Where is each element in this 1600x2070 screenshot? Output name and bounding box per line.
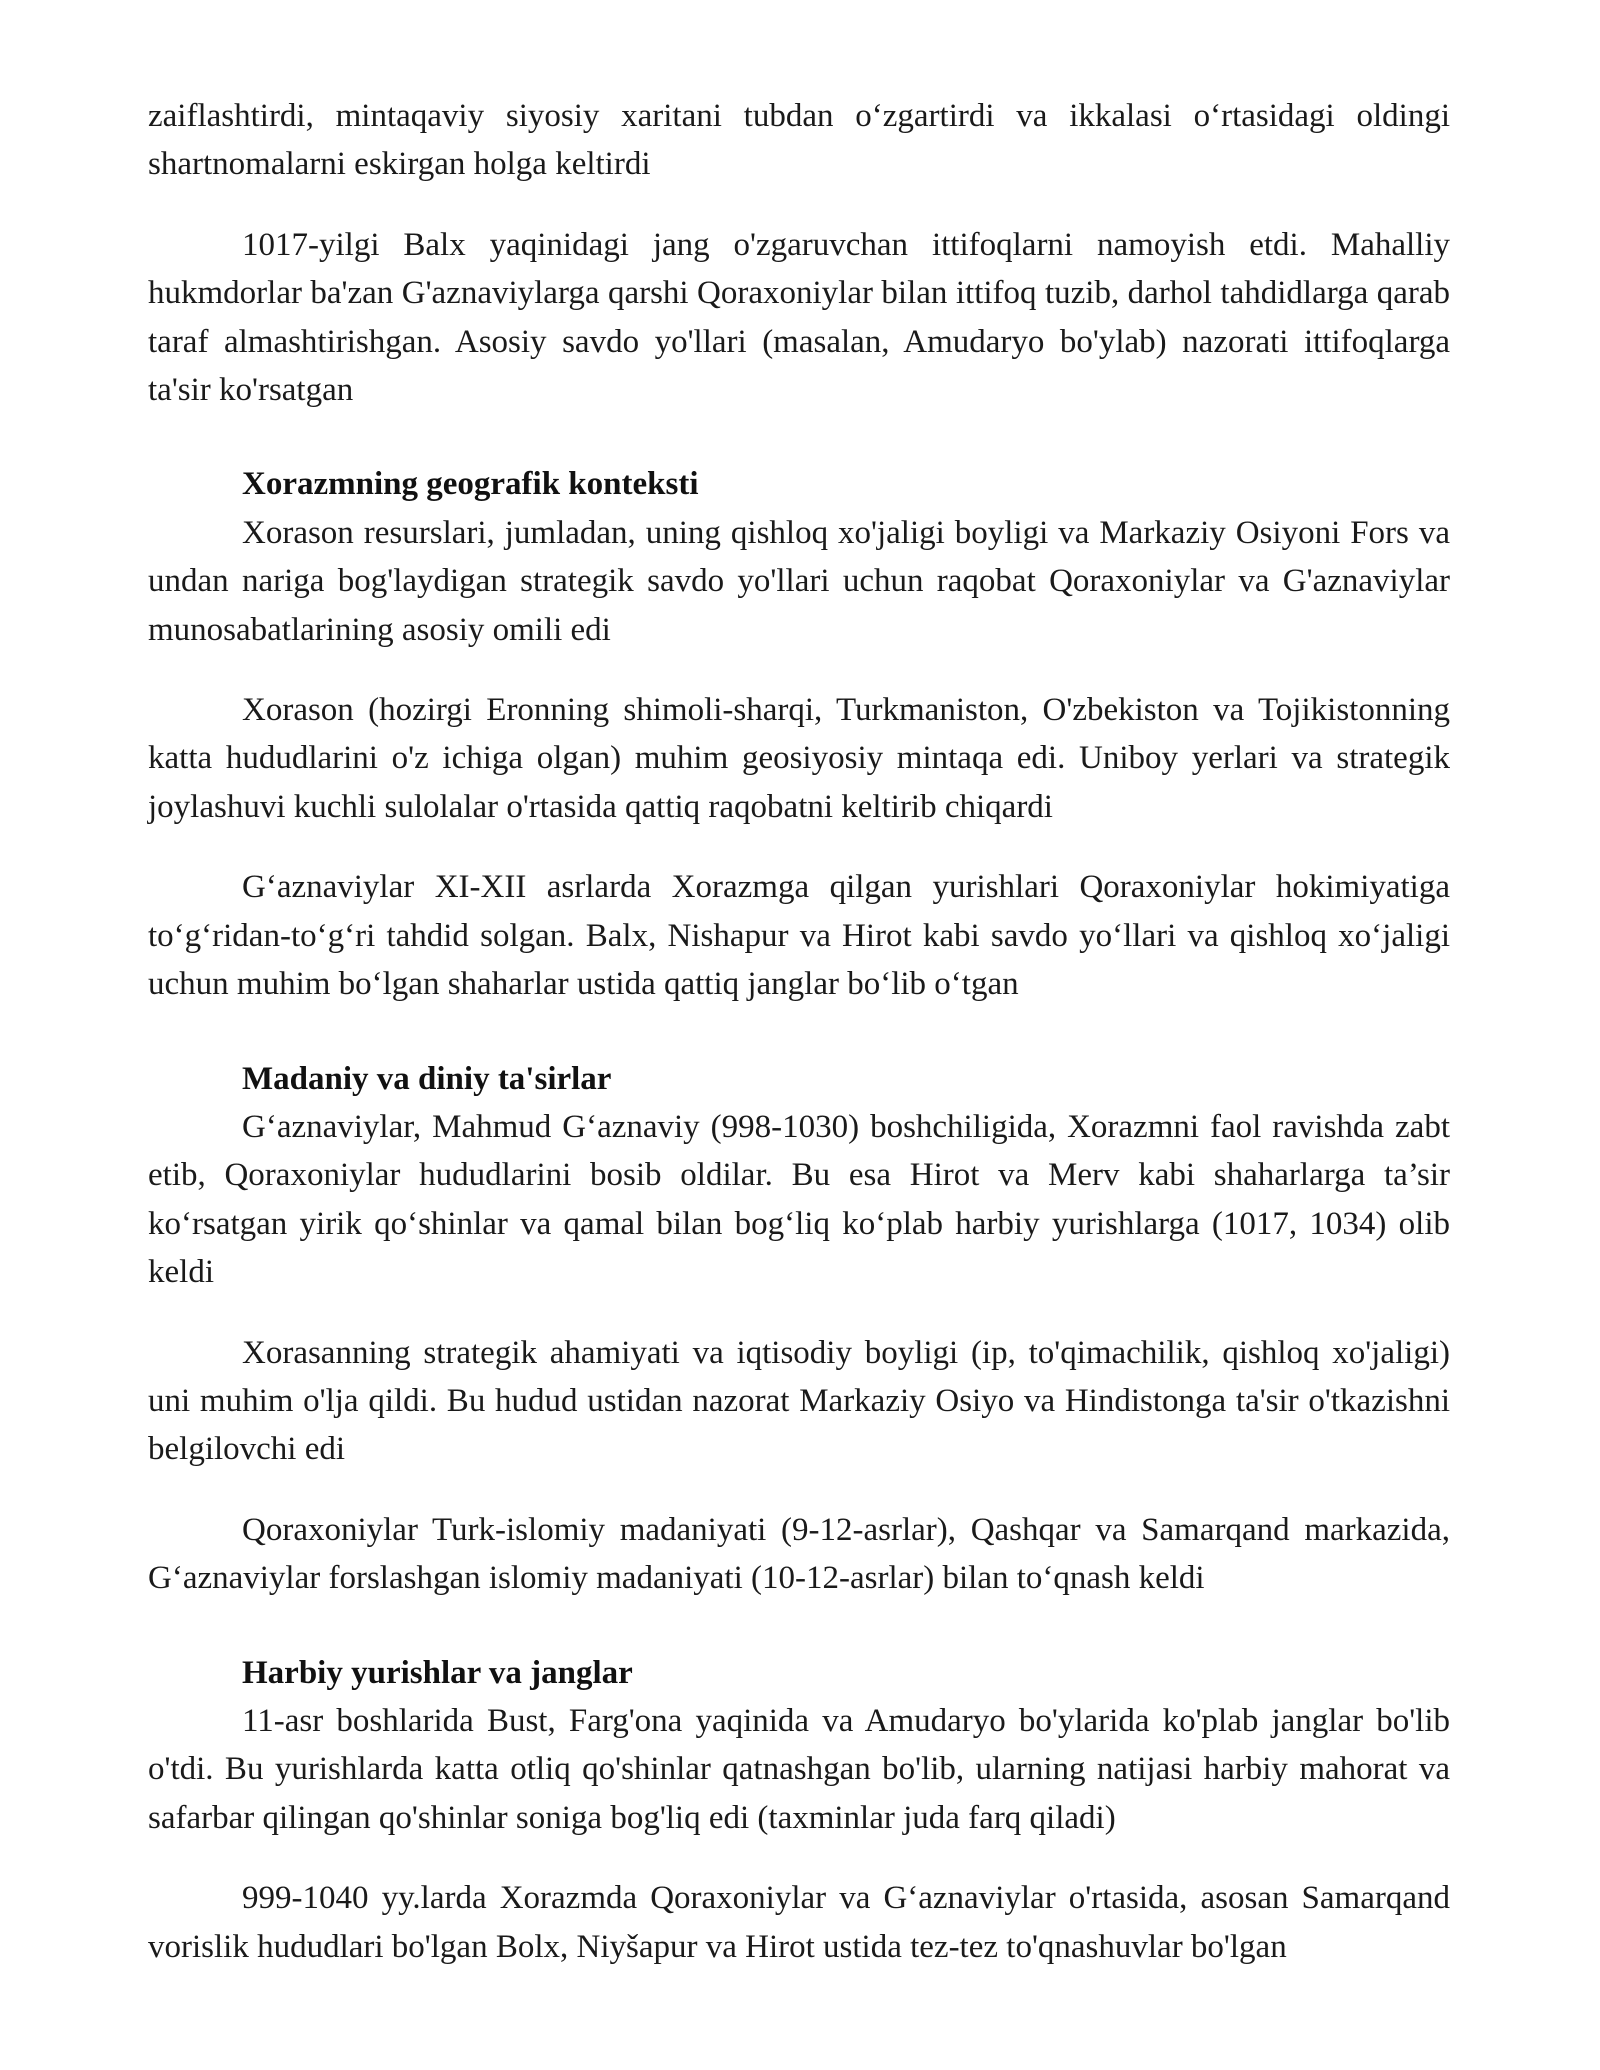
paragraph: zaiflashtirdi, mintaqaviy siyosiy xaritani tubdan o‘zgartirdi va ikkalasi o‘rtasidagi oldingi shartnomalarni eskirgan holga keltirdi [148, 98, 1450, 183]
paragraph: G‘aznaviylar, Mahmud G‘aznaviy (998-1030) boshchiligida, Xorazmni faol ravishda zabt etib, Qoraxoniylar hududlarini bosib oldilar. Bu esa Hirot va Merv kabi shaharlarga ta’sir ko‘rsatgan yirik qo‘shinlar va qamal bilan bog‘liq ko‘plab harbiy yurishlarga (1017, 1034) olib keldi [148, 1108, 1450, 1291]
paragraph: G‘aznaviylar XI-XII asrlarda Xorazmga qilgan yurishlari Qoraxoniylar hokimiyatiga to‘g‘ridan-to‘g‘ri tahdid solgan. Balx, Nishapur va Hirot kabi savdo yo‘llari va qishloq xo‘jaligi uchun muhim bo‘lgan shaharlar ustida qattiq janglar bo‘lib o‘tgan [148, 869, 1450, 1003]
section-heading-military: Harbiy yurishlar va janglar [242, 1654, 633, 1691]
section-heading-culture: Madaniy va diniy ta'sirlar [242, 1060, 612, 1097]
paragraph: Xorason (hozirgi Eronning shimoli-sharqi, Turkmaniston, O'zbekiston va Tojikistonning katta hududlarini o'z ichiga olgan) muhim geosiyosiy mintaqa edi. Uniboy yerlari va strategik joylashuvi kuchli sulolalar o'rtasida qattiq raqobatni keltirib chiqardi [148, 692, 1450, 825]
section-heading-geography: Xorazmning geografik konteksti [242, 466, 699, 503]
paragraph: Qoraxoniylar Turk-islomiy madaniyati (9-12-asrlar), Qashqar va Samarqand markazida, G‘aznaviylar forslashgan islomiy madaniyati (10-12-asrlar) bilan to‘qnash keldi [148, 1511, 1450, 1597]
document-page [148, 92, 1450, 1971]
paragraph: Xorason resurslari, jumladan, uning qishloq xo'jaligi boyligi va Markaziy Osiyoni Fors va undan nariga bog'laydigan strategik savdo yo'llari uchun raqobat Qoraxoniylar va G'aznaviylar munosabatlarining asosiy omili edi [148, 514, 1450, 648]
paragraph: Xorasanning strategik ahamiyati va iqtisodiy boyligi (ip, to'qimachilik, qishloq xo'jaligi) uni muhim o'lja qildi. Bu hudud ustidan nazorat Markaziy Osiyo va Hindistonga ta'sir o'tkazishni belgilovchi edi [148, 1334, 1450, 1468]
paragraph: 1017-yilgi Balx yaqinidagi jang o'zgaruvchan ittifoqlarni namoyish etdi. Mahalliy hukmdorlar ba'zan G'aznaviylarga qarshi Qoraxoniylar bilan ittifoq tuzib, darhol tahdidlarga qarab taraf almashtirishgan. Asosiy savdo yo'llari (masalan, Amudaryo bo'ylab) nazorati ittifoqlarga ta'sir ko'rsatgan [148, 226, 1450, 409]
paragraph: 11-asr boshlarida Bust, Farg'ona yaqinida va Amudaryo bo'ylarida ko'plab janglar bo'lib o'tdi. Bu yurishlarda katta otliq qo'shinlar qatnashgan bo'lib, ularning natijasi harbiy mahorat va safarbar qilingan qo'shinlar soniga bog'liq edi (taxminlar juda farq qiladi) [148, 1702, 1450, 1836]
paragraph: 999-1040 yy.larda Xorazmda Qoraxoniylar va G‘aznaviylar o'rtasida, asosan Samarqand vorislik hududlari bo'lgan Bolx, Niyšapur va Hirot ustida tez-tez to'qnashuvlar bo'lgan [148, 1880, 1450, 1965]
